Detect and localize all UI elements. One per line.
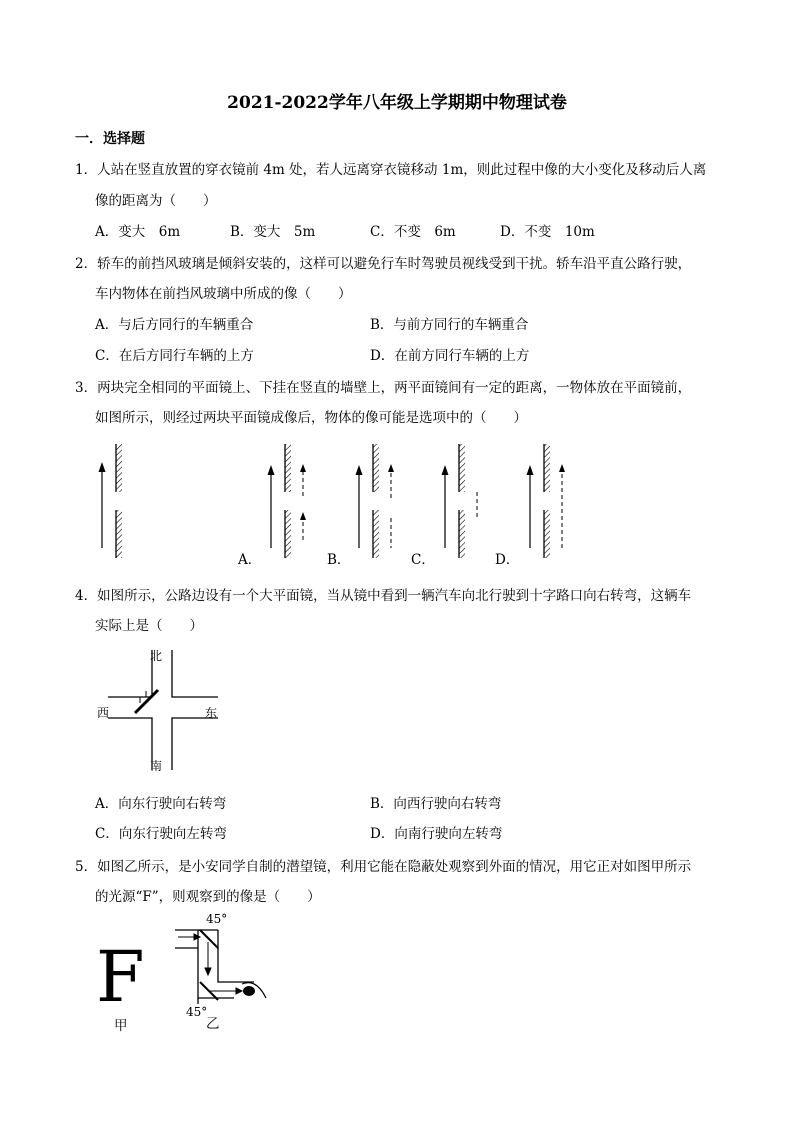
eye-icon — [242, 983, 266, 998]
direction-east: 东 — [205, 706, 218, 720]
mirror-icon — [135, 690, 158, 713]
q1-option-a: A．变大 6m — [95, 224, 181, 240]
direction-north: 北 — [150, 649, 163, 663]
q4-stem-line2: 实际上是（ ） — [95, 618, 203, 634]
direction-west: 西 — [97, 706, 110, 720]
q2-option-b: B．与前方同行的车辆重合 — [370, 317, 529, 333]
q5-stem-line1: 5．如图乙所示，是小安同学自制的潜望镜，利用它能在隐蔽处观察到外面的情况，用它正对如图甲所示 — [75, 859, 692, 875]
q3-label-b: B． — [327, 552, 351, 568]
q3-option-a-figure — [268, 444, 307, 558]
q1-stem-line2: 像的距离为（ ） — [95, 193, 217, 209]
q3-original-setup — [99, 444, 123, 558]
q4-option-b: B．向西行驶向右转弯 — [370, 796, 502, 812]
q3-stem-line2: 如图所示，则经过两块平面镜成像后，物体的像可能是选项中的（ ） — [95, 410, 527, 426]
angle-top-label: 45° — [206, 912, 228, 926]
label-yi: 乙 — [206, 1016, 220, 1032]
q4-stem-line1: 4．如图所示，公路边设有一个大平面镜，当从镜中看到一辆汽车向北行驶到十字路口向右转弯，这辆车 — [75, 588, 692, 604]
section-heading: 一．选择题 — [75, 131, 145, 147]
q3-option-b-figure — [356, 444, 395, 558]
q3-label-d: D． — [495, 552, 520, 568]
q4-intersection-figure — [90, 645, 240, 775]
q2-stem-line1: 2．轿车的前挡风玻璃是倾斜安装的，这样可以避免行车时驾驶员视线受到干扰。轿车沿平直公路行驶， — [75, 256, 692, 272]
q2-stem-line2: 车内物体在前挡风玻璃中所成的像（ ） — [95, 286, 352, 302]
q1-option-b: B．变大 5m — [230, 224, 316, 240]
q4-option-d: D．向南行驶向左转弯 — [370, 826, 503, 842]
page-title: 2021-2022学年八年级上学期期中物理试卷 — [227, 93, 567, 113]
letter-f-figure: F — [96, 936, 145, 1018]
q1-option-d: D．不变 10m — [500, 224, 595, 240]
q1-option-c: C．不变 6m — [370, 224, 456, 240]
q4-option-c: C．向东行驶向左转弯 — [95, 826, 227, 842]
q2-option-c: C．在后方同行车辆的上方 — [95, 348, 254, 364]
q3-option-c-figure — [442, 444, 478, 558]
direction-south: 南 — [150, 759, 163, 773]
q2-option-a: A．与后方同行的车辆重合 — [95, 317, 254, 333]
label-jia: 甲 — [114, 1018, 128, 1034]
q3-label-a: A． — [238, 552, 262, 568]
q3-option-d-figure — [527, 444, 566, 558]
q2-option-d: D．在前方同行车辆的上方 — [370, 348, 530, 364]
q5-stem-line2: 的光源“F”，则观察到的像是（ ） — [95, 889, 321, 905]
q4-option-a: A．向东行驶向右转弯 — [95, 796, 227, 812]
q3-label-c: C． — [411, 552, 435, 568]
q3-stem-line1: 3．两块完全相同的平面镜上、下挂在竖直的墙壁上，两平面镜间有一定的距离，一物体放在平面镜前， — [75, 380, 692, 396]
angle-bottom-label: 45° — [186, 1005, 208, 1019]
q1-stem-line1: 1．人站在竖直放置的穿衣镜前 4m 处，若人远离穿衣镜移动 1m，则此过程中像的大小变化及移动后人离 — [75, 162, 707, 178]
